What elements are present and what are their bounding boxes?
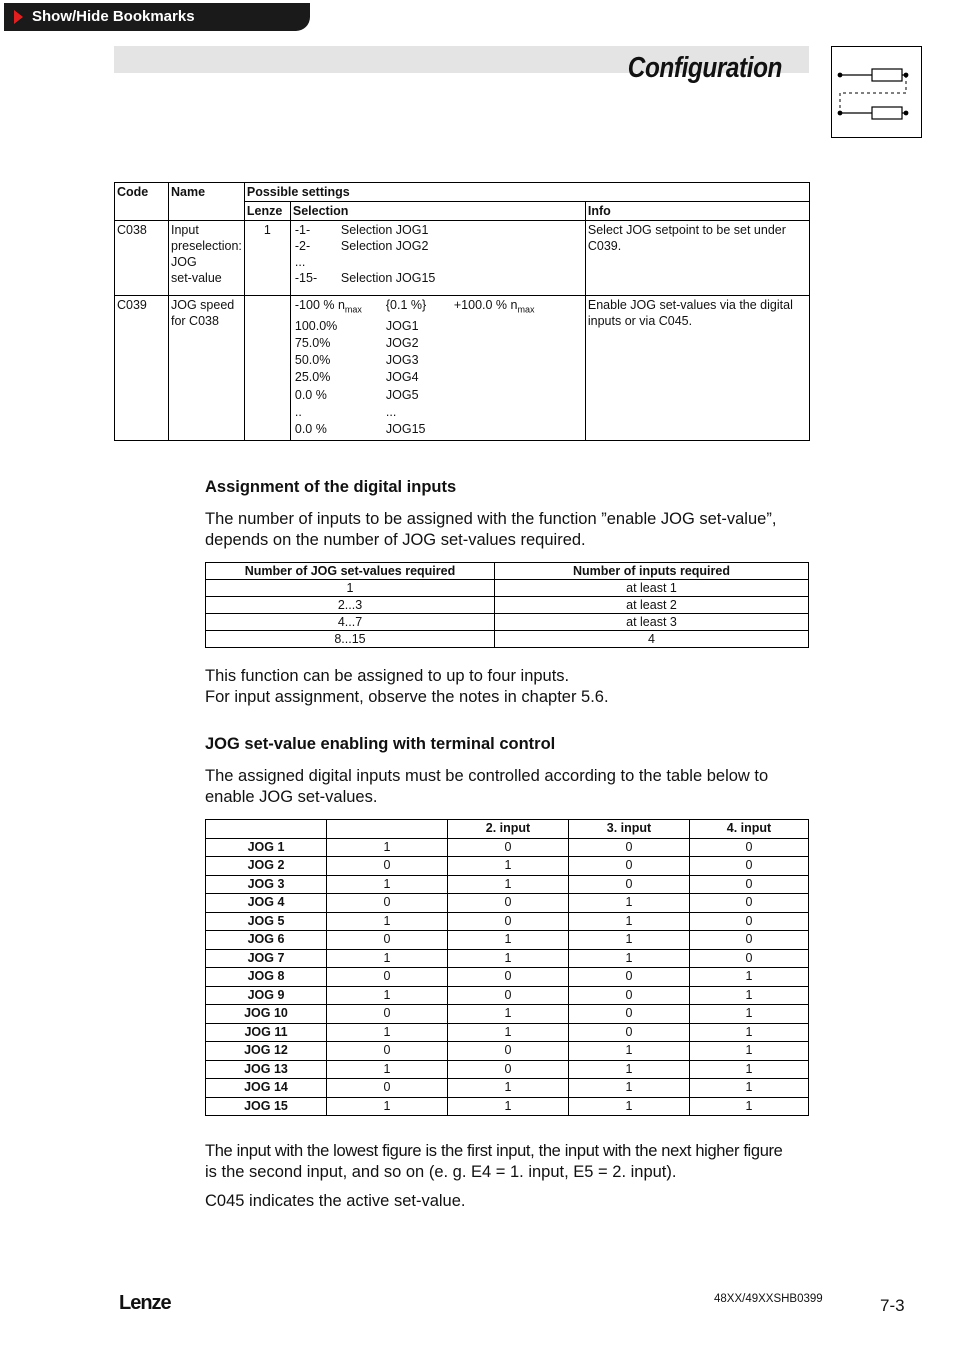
input-value-cell: 1 — [327, 838, 448, 857]
input-value-cell: 1 — [327, 949, 448, 968]
table-row — [206, 631, 809, 648]
table-row — [206, 1060, 809, 1079]
input-value-cell: 1 — [327, 875, 448, 894]
input-value-cell: 0 — [690, 838, 809, 857]
section2-paragraph — [205, 766, 811, 808]
table-row — [206, 1005, 809, 1024]
input-value-cell: 0 — [690, 875, 809, 894]
section-heading-assignment: Assignment of the digital inputs — [205, 478, 457, 496]
input-value-cell: 1 — [327, 1060, 448, 1079]
input-value-cell: 1 — [448, 1097, 569, 1116]
page-number: 7-3 — [880, 1296, 905, 1315]
input-value-cell: 0 — [690, 931, 809, 950]
section1-note — [205, 666, 811, 708]
show-hide-bookmarks-button[interactable] — [4, 3, 310, 31]
input-value-cell: 1 — [327, 1023, 448, 1042]
col-header: Number of inputs required — [495, 563, 809, 580]
input-value-cell: 1 — [569, 894, 690, 913]
col-header: 2. input — [448, 820, 569, 839]
input-value-cell: 1 — [569, 1042, 690, 1061]
section2-footnote — [205, 1141, 811, 1183]
name-cell — [169, 221, 245, 296]
col-header — [206, 820, 327, 839]
table-row — [206, 580, 809, 597]
input-value-cell: 1 — [569, 1060, 690, 1079]
jog-label-cell: JOG 13 — [206, 1060, 327, 1079]
configuration-schematic-icon — [831, 46, 922, 138]
name-line: preselection: — [171, 239, 242, 253]
selection-label: JOG15 — [385, 422, 426, 437]
table-row — [206, 931, 809, 950]
lenze-logo: Lenze — [119, 1292, 171, 1314]
selection-value: 0.0 % — [294, 387, 327, 402]
selection-value: 25.0% — [294, 370, 331, 385]
col-header: Number of JOG set-values required — [206, 563, 495, 580]
table-row — [206, 986, 809, 1005]
selection-label: JOG3 — [385, 353, 419, 368]
input-value-cell: 0 — [569, 986, 690, 1005]
selection-value: 75.0% — [294, 335, 331, 350]
input-value-cell: 0 — [569, 1005, 690, 1024]
input-value-cell: 0 — [569, 838, 690, 857]
input-value-cell: 1 — [448, 1023, 569, 1042]
jog-label-cell: JOG 5 — [206, 912, 327, 931]
bookmark-label: Show/Hide Bookmarks — [32, 8, 195, 25]
code-cell: C039 — [115, 296, 169, 441]
info-cell: Select JOG setpoint to be set under C039. — [585, 221, 809, 296]
selection-code: -2- — [294, 239, 311, 253]
input-value-cell: 1 — [448, 949, 569, 968]
input-value-cell: 0 — [448, 838, 569, 857]
input-value-cell: 1 — [690, 986, 809, 1005]
input-value-cell: 1 — [569, 1079, 690, 1098]
table-cell: 1 — [206, 580, 495, 597]
info-cell — [585, 296, 809, 441]
table-cell: 4 — [495, 631, 809, 648]
selection-value: 100.0% — [294, 318, 338, 333]
table-cell: 4...7 — [206, 614, 495, 631]
note-line: For input assignment, observe the notes in chapter 5.6. — [205, 688, 609, 706]
footnote-line: is the second input, and so on (e. g. E4 = 1. input, E5 = 2. input). — [205, 1163, 677, 1181]
col-header — [327, 820, 448, 839]
jog-label-cell: JOG 4 — [206, 894, 327, 913]
jog-label-cell: JOG 8 — [206, 968, 327, 987]
table-row — [206, 968, 809, 987]
footnote-line: The input with the lowest figure is the first input, the input with the next higher figure — [205, 1142, 783, 1160]
lenze-cell — [244, 296, 290, 441]
code-cell: C038 — [115, 221, 169, 296]
selection-label: JOG2 — [385, 335, 419, 350]
input-value-cell: 0 — [448, 968, 569, 987]
input-value-cell: 1 — [690, 1005, 809, 1024]
table-row — [206, 857, 809, 876]
paragraph-line: depends on the number of JOG set-values required. — [205, 531, 586, 549]
selection-label: Selection JOG2 — [340, 239, 429, 253]
col-header-info: Info — [585, 202, 809, 221]
input-value-cell: 1 — [569, 912, 690, 931]
jog-label-cell: JOG 9 — [206, 986, 327, 1005]
input-value-cell: 0 — [690, 894, 809, 913]
table-row — [206, 1042, 809, 1061]
config-table — [114, 182, 810, 441]
table-row — [206, 1023, 809, 1042]
input-value-cell: 1 — [569, 1097, 690, 1116]
input-value-cell: 0 — [448, 1060, 569, 1079]
table-row — [206, 1079, 809, 1098]
selection-label: JOG4 — [385, 370, 419, 385]
selection-value: 0.0 % — [294, 422, 327, 437]
input-value-cell: 0 — [448, 894, 569, 913]
range-min: -100 % $n_{max}$ — [294, 298, 362, 315]
name-line: for C038 — [171, 314, 219, 328]
paragraph-line: The assigned digital inputs must be controlled according to the table below to — [205, 767, 769, 785]
selection-label: JOG5 — [385, 387, 419, 402]
input-value-cell: 0 — [690, 949, 809, 968]
input-value-cell: 1 — [569, 931, 690, 950]
selection-label — [341, 254, 583, 270]
input-value-cell: 0 — [690, 857, 809, 876]
input-value-cell: 1 — [690, 1097, 809, 1116]
document-id: 48XX/49XXSHB0399 — [714, 1293, 823, 1305]
col-header-name: Name — [169, 183, 245, 221]
input-value-cell: 0 — [327, 1079, 448, 1098]
jog-label-cell: JOG 6 — [206, 931, 327, 950]
table-row — [206, 912, 809, 931]
table-row — [206, 894, 809, 913]
input-value-cell: 0 — [327, 857, 448, 876]
page-title: Configuration — [627, 52, 782, 84]
input-value-cell: 0 — [327, 931, 448, 950]
input-value-cell: 0 — [569, 857, 690, 876]
input-value-cell: 0 — [569, 968, 690, 987]
name-line: set-value — [171, 271, 222, 285]
input-value-cell: 0 — [448, 912, 569, 931]
jog-label-cell: JOG 3 — [206, 875, 327, 894]
input-value-cell: 1 — [690, 1042, 809, 1061]
table-cell: 8...15 — [206, 631, 495, 648]
input-value-cell: 0 — [327, 894, 448, 913]
input-value-cell: 0 — [569, 1023, 690, 1042]
input-value-cell: 0 — [448, 1042, 569, 1061]
input-value-cell: 1 — [690, 1079, 809, 1098]
selection-code: -15- — [294, 271, 318, 285]
range-step: {0.1 %} — [385, 298, 427, 312]
input-value-cell: 0 — [327, 1005, 448, 1024]
inputs-required-table — [205, 562, 809, 648]
table-cell: at least 2 — [495, 597, 809, 614]
col-header: 3. input — [569, 820, 690, 839]
table-cell: at least 1 — [495, 580, 809, 597]
table-row — [115, 221, 810, 296]
jog-input-table — [205, 819, 809, 1116]
selection-code: -1- — [294, 223, 311, 237]
input-value-cell: 0 — [327, 1042, 448, 1061]
input-value-cell: 1 — [448, 1079, 569, 1098]
section2-footnote2: C045 indicates the active set-value. — [205, 1192, 466, 1210]
paragraph-line: enable JOG set-values. — [205, 788, 378, 806]
input-value-cell: 1 — [448, 857, 569, 876]
selection-label: Selection JOG1 — [340, 223, 429, 237]
jog-label-cell: JOG 10 — [206, 1005, 327, 1024]
note-line: This function can be assigned to up to four inputs. — [205, 667, 570, 685]
selection-value: .. — [294, 404, 302, 419]
name-line: Input — [171, 223, 199, 237]
input-value-cell: 1 — [690, 968, 809, 987]
selection-label: Selection JOG15 — [340, 271, 436, 285]
name-cell — [169, 296, 245, 441]
input-value-cell: 1 — [690, 1023, 809, 1042]
jog-label-cell: JOG 2 — [206, 857, 327, 876]
table-row — [206, 949, 809, 968]
input-value-cell: 0 — [690, 912, 809, 931]
input-value-cell: 1 — [448, 931, 569, 950]
range-max: +100.0 % $n_{max}$ — [453, 298, 535, 315]
section1-paragraph — [205, 509, 811, 551]
input-value-cell: 1 — [569, 949, 690, 968]
table-cell: at least 3 — [495, 614, 809, 631]
input-value-cell: 0 — [569, 875, 690, 894]
selection-cell — [290, 221, 585, 296]
input-value-cell: 1 — [690, 1060, 809, 1079]
table-row — [206, 614, 809, 631]
name-line: JOG speed — [171, 298, 235, 312]
table-row — [206, 597, 809, 614]
info-line: inputs or via C045. — [587, 314, 693, 328]
input-value-cell: 1 — [448, 875, 569, 894]
name-line: JOG — [171, 255, 197, 269]
selection-code: ... — [294, 255, 306, 269]
col-header-selection: Selection — [290, 202, 585, 221]
input-value-cell: 0 — [448, 986, 569, 1005]
selection-value: 50.0% — [294, 353, 331, 368]
input-value-cell: 1 — [327, 912, 448, 931]
input-value-cell: 0 — [327, 968, 448, 987]
selection-label: JOG1 — [385, 318, 419, 333]
triangle-right-icon — [14, 10, 23, 24]
table-header-row — [206, 820, 809, 839]
jog-label-cell: JOG 12 — [206, 1042, 327, 1061]
jog-label-cell: JOG 1 — [206, 838, 327, 857]
jog-label-cell: JOG 15 — [206, 1097, 327, 1116]
table-row — [206, 875, 809, 894]
lenze-cell: 1 — [244, 221, 290, 296]
jog-label-cell: JOG 7 — [206, 949, 327, 968]
table-row — [206, 838, 809, 857]
col-header-possible-settings: Possible settings — [244, 183, 809, 202]
paragraph-line: The number of inputs to be assigned with the function ”enable JOG set-value”, — [205, 510, 777, 528]
selection-label: ... — [385, 404, 397, 419]
info-line: Enable JOG set-values via the digital — [587, 298, 793, 312]
input-value-cell: 1 — [448, 1005, 569, 1024]
col-header: 4. input — [690, 820, 809, 839]
jog-label-cell: JOG 11 — [206, 1023, 327, 1042]
section-heading-jog-enabling: JOG set-value enabling with terminal control — [205, 735, 556, 753]
input-value-cell: 1 — [327, 986, 448, 1005]
jog-label-cell: JOG 14 — [206, 1079, 327, 1098]
table-row — [115, 296, 810, 441]
table-cell: 2...3 — [206, 597, 495, 614]
col-header-lenze: Lenze — [244, 202, 290, 221]
input-value-cell: 1 — [327, 1097, 448, 1116]
selection-cell — [290, 296, 585, 441]
col-header-code: Code — [115, 183, 169, 221]
table-row — [206, 1097, 809, 1116]
